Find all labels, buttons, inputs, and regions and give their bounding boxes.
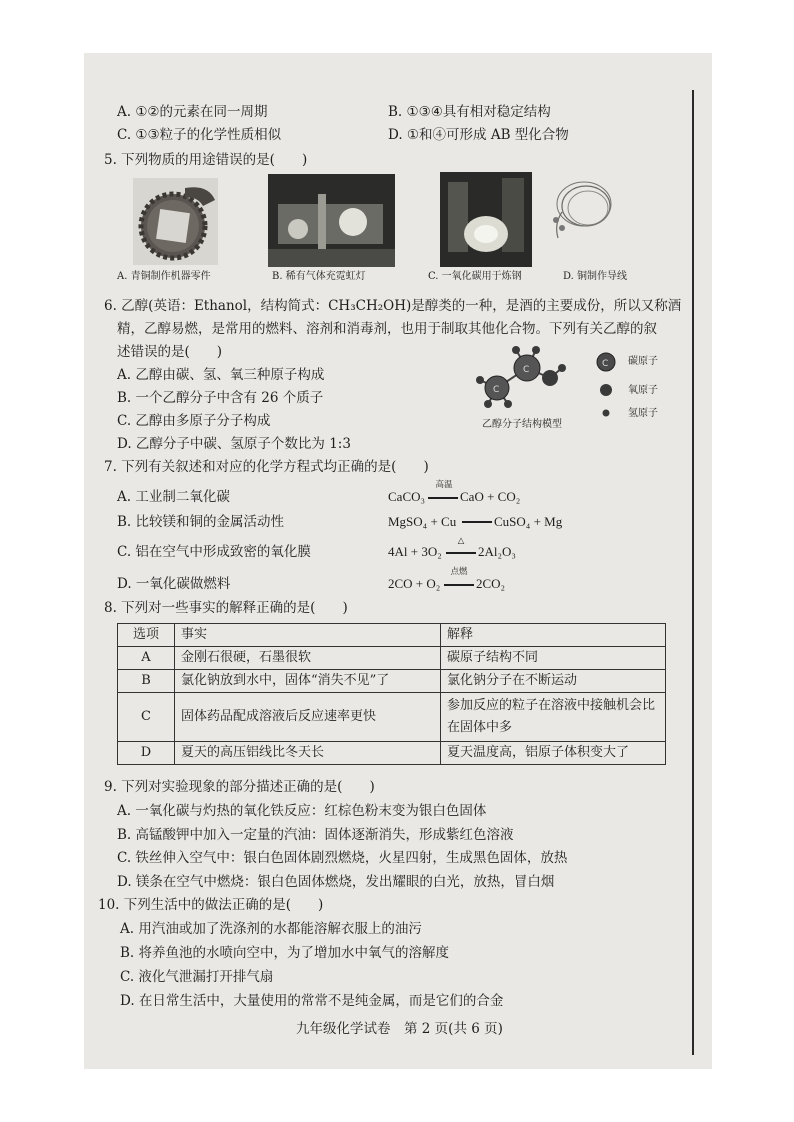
q7-desc-b: B. 比较镁和铜的金属活动性 — [117, 514, 285, 530]
q10-option-b: B. 将养鱼池的水喷向空中，为了增加水中氧气的溶解度 — [120, 945, 450, 961]
atom-legend-icons — [596, 350, 616, 420]
legend-hydrogen: 氢原子 — [628, 408, 658, 419]
legend-carbon: 碳原子 — [628, 356, 658, 367]
ethanol-model-caption: 乙醇分子结构模型 — [482, 419, 562, 430]
q6-option-a: A. 乙醇由碳、氢、氧三种原子构成 — [117, 367, 325, 383]
q7-eq-c-sign — [446, 552, 476, 554]
q7-eq-c-right: 2Al₂O₃ — [478, 544, 516, 559]
header-option: 选项 — [118, 624, 175, 647]
table-row — [118, 742, 666, 765]
q10-option-c: C. 液化气泄漏打开排气扇 — [120, 969, 274, 985]
q5-stem: 5. 下列物质的用途错误的是( ) — [104, 152, 308, 168]
q7-stem: 7. 下列有关叙述和对应的化学方程式均正确的是( ) — [104, 459, 429, 475]
q7-desc-c: C. 铝在空气中形成致密的氧化膜 — [117, 544, 311, 560]
gear-part-photo-icon — [133, 178, 218, 265]
table-header-row — [118, 624, 666, 647]
q10-option-a: A. 用汽油或加了洗涤剂的水都能溶解衣服上的油污 — [120, 921, 422, 937]
legend-oxygen: 氧原子 — [628, 385, 658, 396]
q9-stem: 9. 下列对实验现象的部分描述正确的是( ) — [104, 779, 375, 795]
row-fact: 金刚石很硬，石墨很软 — [175, 647, 441, 670]
row-explanation: 参加反应的粒子在溶液中接触机会比在固体中多 — [441, 693, 666, 742]
q6-stem-line2: 精，乙醇易燃，是常用的燃料、溶剂和消毒剂，也用于制取其他化合物。下列有关乙醇的叙 — [117, 321, 657, 337]
ethanol-molecule-model-icon — [470, 338, 585, 416]
binding-line — [692, 90, 694, 1055]
q7-eq-c-left: 4Al + 3O₂ — [388, 544, 442, 559]
copper-wire-photo-icon — [548, 176, 616, 258]
q9-option-a: A. 一氧化碳与灼热的氧化铁反应：红棕色粉末变为银白色固体 — [117, 803, 487, 819]
row-option: D — [118, 742, 175, 765]
q7-eq-a-right: CaO + CO₂ — [460, 489, 521, 504]
q8-stem: 8. 下列对一些事实的解释正确的是( ) — [104, 600, 348, 616]
q6-stem-line1: 6. 乙醇(英语：Ethanol，结构简式：CH₃CH₂OH)是醇类的一种，是酒的主要成份，所以又称酒 — [104, 298, 682, 314]
q4-option-a: A. ①②的元素在同一周期 — [117, 104, 268, 120]
row-explanation: 氯化钠分子在不断运动 — [441, 670, 666, 693]
q7-eq-b-right: CuSO₄ + Mg — [494, 514, 563, 529]
q6-option-c: C. 乙醇由多原子分子构成 — [117, 413, 271, 429]
q7-eq-b-sign — [462, 521, 492, 523]
row-option: C — [118, 693, 175, 742]
q7-desc-d: D. 一氧化碳做燃料 — [117, 576, 231, 592]
table-row — [118, 693, 666, 742]
q10-stem: 10. 下列生活中的做法正确的是( ) — [98, 897, 324, 913]
q4-option-b: B. ①③④具有相对稳定结构 — [388, 104, 551, 120]
row-fact: 固体药品配成溶液后反应速率更快 — [175, 693, 441, 742]
q9-option-b: B. 高锰酸钾中加入一定量的汽油：固体逐渐消失，形成紫红色溶液 — [117, 827, 514, 843]
q6-stem-line3: 述错误的是( ) — [117, 344, 223, 360]
row-option: A — [118, 647, 175, 670]
neon-light-photo-icon — [268, 174, 395, 267]
q7-eq-b-left: MgSO₄ + Cu — [388, 514, 457, 529]
row-fact: 夏天的高压铝线比冬天长 — [175, 742, 441, 765]
header-fact: 事实 — [175, 624, 441, 647]
q6-option-b: B. 一个乙醇分子中含有 26 个质子 — [117, 390, 324, 406]
q5-caption-d: D. 铜制作导线 — [563, 271, 628, 282]
row-explanation: 碳原子结构不同 — [441, 647, 666, 670]
row-explanation: 夏天温度高，铝原子体积变大了 — [441, 742, 666, 765]
q8-facts-table — [117, 623, 666, 765]
q9-option-c: C. 铁丝伸入空气中：银白色固体剧烈燃烧，火星四射，生成黑色固体，放热 — [117, 850, 568, 866]
q9-option-d: D. 镁条在空气中燃烧：银白色固体燃烧，发出耀眼的白光，放热，冒白烟 — [117, 874, 555, 890]
q7-eq-d-right: 2CO₂ — [476, 576, 506, 591]
header-explanation: 解释 — [441, 624, 666, 647]
steel-furnace-photo-icon — [440, 172, 532, 267]
q4-option-d: D. ①和④可形成 AB 型化合物 — [388, 127, 569, 143]
q7-eq-a-condition: 高温 — [435, 480, 453, 490]
q10-option-d: D. 在日常生活中，大量使用的常常不是纯金属，而是它们的合金 — [120, 993, 504, 1009]
q7-eq-a-left: CaCO₃ — [388, 489, 426, 504]
q5-caption-c: C. 一氧化碳用于炼钢 — [428, 271, 522, 282]
q7-desc-a: A. 工业制二氧化碳 — [117, 489, 230, 505]
q4-option-c: C. ①③粒子的化学性质相似 — [117, 127, 282, 143]
row-fact: 氯化钠放到水中，固体“消失不见”了 — [175, 670, 441, 693]
svg-text:C: C — [602, 359, 609, 369]
q5-caption-b: B. 稀有气体充霓虹灯 — [272, 271, 366, 282]
table-row — [118, 670, 666, 693]
q5-caption-a: A. 青铜制作机器零件 — [117, 271, 211, 282]
svg-text:C: C — [493, 385, 500, 395]
svg-text:C: C — [523, 365, 530, 375]
q7-eq-c-condition: △ — [457, 536, 465, 546]
page-footer: 九年级化学试卷 第 2 页(共 6 页) — [296, 1021, 503, 1037]
row-option: B — [118, 670, 175, 693]
q7-eq-a-sign — [428, 497, 458, 499]
table-row — [118, 647, 666, 670]
q7-eq-d-sign — [444, 584, 474, 586]
q7-eq-d-left: 2CO + O₂ — [388, 576, 441, 591]
q6-option-d: D. 乙醇分子中碳、氢原子个数比为 1:3 — [117, 436, 351, 452]
q7-eq-d-condition: 点燃 — [450, 567, 468, 577]
